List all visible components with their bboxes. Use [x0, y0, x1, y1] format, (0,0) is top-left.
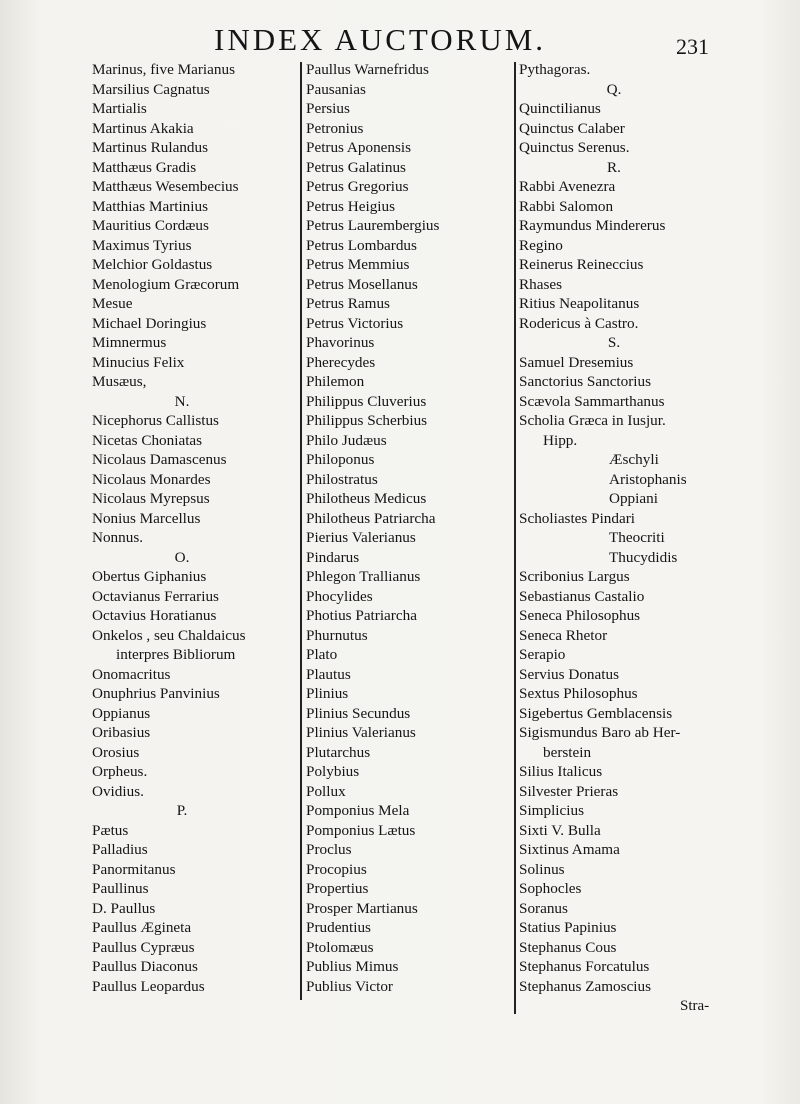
index-entry: Oppiani	[609, 490, 658, 507]
index-entry: interpres Bibliorum	[116, 646, 236, 663]
index-entry: Pomponius Mela	[306, 802, 410, 819]
index-entry: Nicetas Choniatas	[92, 431, 203, 449]
index-entry: Stephanus Cous	[519, 938, 617, 956]
index-entry: Plato	[306, 646, 338, 663]
index-entry: Ritius Neapolitanus	[519, 295, 640, 312]
index-entry: Palladius	[92, 841, 148, 858]
index-entry: Solinus	[519, 860, 565, 878]
index-entry: Octavius Horatianus	[92, 607, 217, 624]
index-entry: Sophocles	[519, 880, 582, 897]
index-entry: Quinctus Serenus.	[519, 139, 630, 156]
index-entry: Petronius	[306, 119, 364, 137]
index-entry: Paullinus	[92, 880, 149, 897]
index-entry: Ptolomæus	[306, 938, 374, 956]
index-entry: Reinerus Reineccius	[519, 256, 644, 273]
index-entry: Petrus Lombardus	[306, 236, 417, 254]
index-entry: Paullus Warnefridus	[306, 61, 429, 78]
index-entry: Panormitanus	[92, 860, 176, 878]
section-letter: P.	[176, 802, 188, 819]
index-entry: Photius Patriarcha	[306, 607, 417, 624]
index-entry: Thucydidis	[609, 548, 678, 566]
index-entry: Petrus Laurembergius	[306, 217, 440, 234]
index-entry: Sigebertus Gemblacensis	[519, 704, 673, 722]
index-entry: Octavianus Ferrarius	[92, 587, 219, 605]
index-entry: Statius Papinius	[519, 919, 617, 936]
index-entry: Æschyli	[609, 451, 659, 468]
index-entry: Serapio	[519, 646, 566, 663]
index-entry: Petrus Memmius	[306, 256, 410, 273]
index-entry: Pausanias	[306, 80, 366, 98]
index-entry: Plinius Secundus	[306, 704, 411, 722]
page-header	[0, 22, 800, 62]
index-entry: Seneca Philosophus	[519, 607, 641, 624]
index-entry: Scævola Sammarthanus	[519, 392, 665, 410]
index-entry: Matthias Martinius	[92, 197, 209, 215]
index-entry: Scribonius Largus	[519, 568, 630, 585]
index-entry: Matthæus Gradis	[92, 158, 197, 176]
index-entry: Philostratus	[306, 470, 378, 488]
column-divider-1	[300, 62, 302, 1000]
index-entry: Nicolaus Damascenus	[92, 451, 227, 468]
index-entry: Prosper Martianus	[306, 899, 418, 917]
index-entry: Melchior Goldastus	[92, 256, 213, 273]
index-entry: Publius Victor	[306, 977, 393, 995]
index-entry: Sixtinus Amama	[519, 841, 620, 858]
index-entry: Sextus Philosophus	[519, 685, 638, 702]
index-entry: D. Paullus	[92, 899, 156, 917]
index-entry: Nonius Marcellus	[92, 509, 201, 527]
index-entry: Polybius	[306, 763, 360, 780]
index-entry: Quinctilianus	[519, 100, 601, 117]
index-entry: Rabbi Salomon	[519, 197, 614, 215]
index-entry: Sixti V. Bulla	[519, 821, 601, 839]
index-entry: Onuphrius Panvinius	[92, 685, 220, 702]
index-column-1	[92, 60, 300, 996]
index-entry: Sanctorius Sanctorius	[519, 373, 652, 390]
index-entry: Mimnermus	[92, 334, 167, 351]
index-entry: Theocriti	[609, 529, 665, 546]
catchword: Stra-	[680, 998, 710, 1014]
index-entry: Oribasius	[92, 724, 151, 741]
index-entry: Raymundus Mindererus	[519, 217, 666, 234]
index-entry: Maximus Tyrius	[92, 236, 192, 254]
index-entry: Samuel Dresemius	[519, 353, 634, 371]
index-entry: Paullus Diaconus	[92, 958, 198, 975]
index-entry: Matthæus Wesembecius	[92, 178, 239, 195]
index-entry: Pierius Valerianus	[306, 529, 416, 546]
index-entry: Marsilius Cagnatus	[92, 80, 210, 98]
index-entry: Seneca Rhetor	[519, 626, 608, 644]
index-entry: Soranus	[519, 899, 568, 917]
index-entry: Rabbi Avenezra	[519, 178, 616, 195]
index-entry: Stephanus Forcatulus	[519, 958, 650, 975]
section-letter: N.	[174, 392, 190, 410]
index-entry: Plinius Valerianus	[306, 724, 416, 741]
index-entry: Rodericus à Castro.	[519, 314, 639, 332]
index-entry: Stephanus Zamoscius	[519, 977, 652, 995]
index-entry: Rhases	[519, 275, 563, 293]
index-entry: Pherecydes	[306, 353, 376, 371]
index-entry: Petrus Galatinus	[306, 158, 406, 176]
index-entry: Phavorinus	[306, 334, 375, 351]
index-entry: Paullus Æginetа	[92, 919, 192, 936]
index-entry: Nonnus.	[92, 529, 144, 546]
index-entry: Phocylides	[306, 587, 373, 605]
index-entry: Procopius	[306, 860, 367, 878]
page-title: INDEX AUCTORUM.	[214, 22, 547, 57]
index-entry: Silvester Prieras	[519, 782, 619, 800]
index-entry: Pollux	[306, 782, 346, 800]
index-entry: Plinius	[306, 685, 349, 702]
section-letter: O.	[174, 548, 190, 566]
index-entry: Petrus Ramus	[306, 295, 390, 312]
index-entry: Proclus	[306, 841, 352, 858]
index-entry: Mauritius Cordæus	[92, 217, 209, 234]
index-entry: Petrus Heigius	[306, 197, 396, 215]
index-entry: Aristophanis	[609, 470, 687, 488]
index-entry: Petrus Mosellanus	[306, 275, 418, 293]
index-entry: Publius Mimus	[306, 958, 399, 975]
index-entry: Philotheus Patriarcha	[306, 509, 436, 527]
index-entry: Menologium Græcorum	[92, 275, 240, 293]
index-entry: Regino	[519, 236, 563, 254]
index-entry: berstein	[543, 743, 592, 761]
index-entry: Pindarus	[306, 548, 360, 566]
index-entry: Hipp.	[543, 431, 578, 449]
index-entry: Philo Judæus	[306, 431, 387, 449]
index-entry: Musæus,	[92, 373, 147, 390]
index-entry: Philippus Scherbius	[306, 412, 428, 429]
index-entry: Sebastianus Castalio	[519, 587, 645, 605]
index-entry: Pomponius Lætus	[306, 821, 416, 839]
index-entry: Martinus Akakia	[92, 119, 194, 137]
index-entry: Prudentius	[306, 919, 371, 936]
index-entry: Phurnutus	[306, 626, 368, 644]
index-entry: Scholia Græca in Iusjur.	[519, 412, 666, 429]
index-entry: Nicephorus Callistus	[92, 412, 219, 429]
index-entry: Plutarchus	[306, 743, 371, 761]
index-entry: Phlegon Trallianus	[306, 568, 421, 585]
index-entry: Orpheus.	[92, 763, 148, 780]
index-entry: Petrus Victorius	[306, 314, 404, 332]
index-entry: Propertius	[306, 880, 369, 897]
index-entry: Philoponus	[306, 451, 375, 468]
index-entry: Philippus Cluverius	[306, 392, 427, 410]
index-entry: Martialis	[92, 100, 147, 117]
index-entry: Pætus	[92, 821, 129, 839]
index-entry: Silius Italicus	[519, 763, 603, 780]
index-entry: Pythagoras.	[519, 61, 591, 78]
index-entry: Plautus	[306, 665, 351, 683]
page-number: 231	[676, 34, 709, 59]
section-letter: S.	[607, 334, 621, 351]
index-entry: Scholiastes Pindari	[519, 509, 636, 527]
index-entry: Orosius	[92, 743, 140, 761]
index-entry: Quinctus Calaber	[519, 119, 625, 137]
section-letter: Q.	[606, 80, 622, 98]
index-entry: Michael Doringius	[92, 314, 207, 332]
index-entry: Petrus Aponensis	[306, 139, 412, 156]
index-entry: Nicolaus Monardes	[92, 470, 211, 488]
index-entry: Sigismundus Baro ab Her-	[519, 724, 681, 741]
index-entry: Onkelos , seu Chaldaicus	[92, 626, 246, 644]
index-entry: Onomacritus	[92, 665, 171, 683]
section-letter: R.	[607, 158, 621, 176]
index-entry: Marinus, five Marianus	[92, 61, 235, 78]
index-column-3	[519, 60, 749, 996]
index-entry: Martinus Rulandus	[92, 139, 209, 156]
column-divider-2	[514, 62, 516, 1014]
index-entry: Oppianus	[92, 704, 151, 722]
index-entry: Servius Donatus	[519, 665, 619, 683]
index-entry: Philotheus Medicus	[306, 490, 427, 507]
index-entry: Paullus Leopardus	[92, 977, 205, 995]
index-entry: Petrus Gregorius	[306, 178, 409, 195]
index-entry: Philemon	[306, 373, 365, 390]
index-column-2	[306, 60, 511, 996]
index-entry: Obertus Giphanius	[92, 568, 207, 585]
index-entry: Nicolaus Myrepsus	[92, 490, 210, 507]
index-entry: Paullus Cypræus	[92, 938, 195, 956]
index-entry: Simplicius	[519, 802, 584, 819]
index-entry: Ovidius.	[92, 782, 144, 800]
index-entry: Persius	[306, 100, 350, 117]
index-entry: Minucius Felix	[92, 353, 185, 371]
index-entry: Mesue	[92, 295, 133, 312]
